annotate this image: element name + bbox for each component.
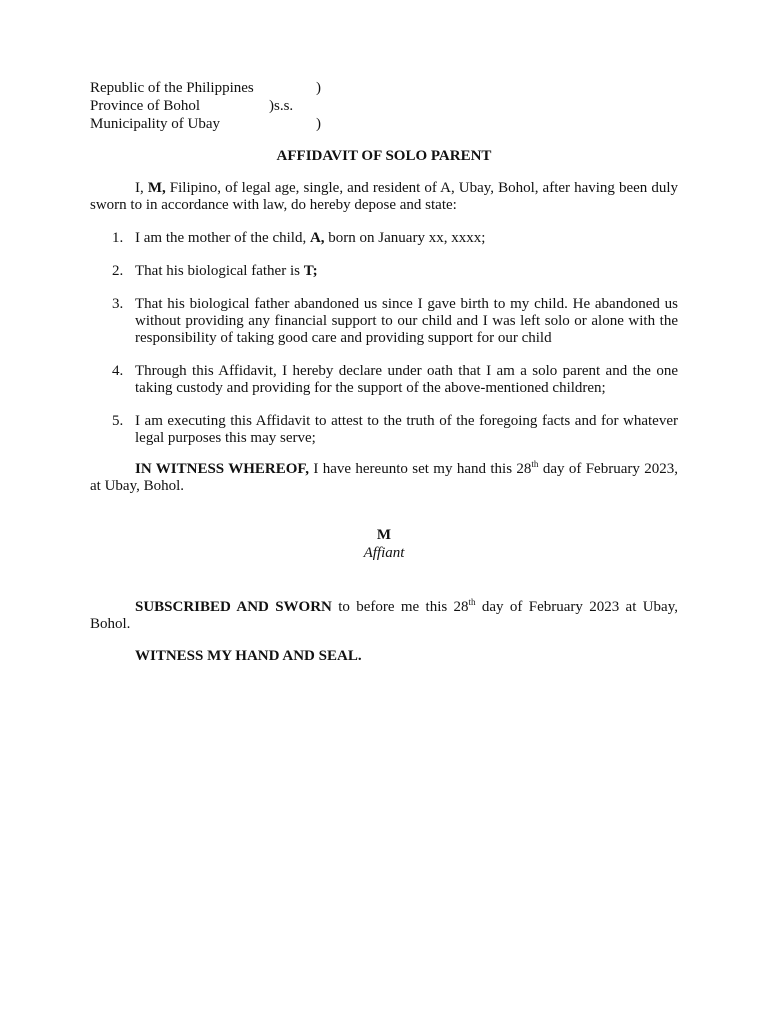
statement-item-5	[90, 413, 678, 447]
affiant-role: Affiant	[363, 545, 405, 561]
statement-item-3	[90, 296, 678, 347]
jurat-paragraph	[90, 599, 678, 633]
witness-whereof-ordinal: th	[531, 459, 539, 469]
witness-whereof-text: I have hereunto set my hand this 28	[308, 461, 532, 477]
intro-paragraph	[90, 180, 678, 214]
affiant-name: M	[376, 527, 392, 543]
statement-item-2	[90, 263, 678, 280]
statement-item-4	[90, 363, 678, 397]
intro-prefix: I,	[135, 180, 148, 196]
statement-number: 5.	[112, 413, 124, 429]
venue-line-republic	[90, 80, 678, 98]
venue-block	[90, 80, 678, 134]
witness-whereof-bold: IN WITNESS WHEREOF,	[135, 461, 309, 477]
affiant-name-inline: M,	[147, 180, 166, 196]
statement-text: That his biological father abandoned us since I gave birth to my child. He abandoned us without providing any financial support to our child and I was left solo or alone with the responsibility of taking good care and providing support for our child	[135, 296, 678, 346]
statement-bold: A,	[309, 230, 325, 246]
statement-text: Through this Affidavit, I hereby declare under oath that I am a solo parent and the one taking custody and providing for the support of the above-mentioned children;	[135, 363, 678, 396]
statement-number: 3.	[112, 296, 124, 312]
jurat-bold: SUBSCRIBED AND SWORN	[135, 599, 332, 615]
jurat-text: to before me this 28	[331, 599, 469, 615]
venue-republic-bracket: )	[316, 80, 321, 96]
venue-republic-text: Republic of the Philippines	[90, 80, 254, 96]
venue-line-province	[90, 98, 678, 116]
jurat-ordinal: th	[468, 597, 476, 607]
intro-text: Filipino, of legal age, single, and resident of A, Ubay, Bohol, after having been duly sworn to in accordance with law, do hereby depose and state:	[90, 180, 678, 213]
statement-list	[90, 230, 678, 447]
signature-block	[90, 527, 678, 563]
witness-hand-seal: WITNESS MY HAND AND SEAL.	[135, 648, 362, 664]
statement-number: 4.	[112, 363, 124, 379]
statement-number: 1.	[112, 230, 124, 246]
statement-number: 2.	[112, 263, 124, 279]
jurat-rest: day of February 2023 at Ubay, Bohol.	[90, 599, 678, 632]
statement-item-1	[90, 230, 678, 247]
statement-text: I am executing this Affidavit to attest to the truth of the foregoing facts and for whatever legal purposes this may serve;	[135, 413, 678, 446]
affidavit-document	[90, 80, 678, 665]
statement-text: I am the mother of the child,	[135, 230, 310, 246]
witness-whereof-paragraph	[90, 461, 678, 495]
statement-bold: T;	[303, 263, 318, 279]
statement-text-after: born on January xx, xxxx;	[324, 230, 486, 246]
venue-line-municipality	[90, 116, 678, 134]
statement-text: That his biological father is	[135, 263, 304, 279]
venue-municipality-text: Municipality of Ubay	[90, 116, 220, 132]
venue-province-text: Province of Bohol	[90, 98, 200, 114]
venue-municipality-bracket: )	[316, 116, 321, 132]
document-title: AFFIDAVIT OF SOLO PARENT	[276, 148, 492, 164]
witness-whereof-rest: day of February 2023, at Ubay, Bohol.	[90, 461, 678, 494]
venue-province-bracket: )s.s.	[269, 98, 294, 114]
